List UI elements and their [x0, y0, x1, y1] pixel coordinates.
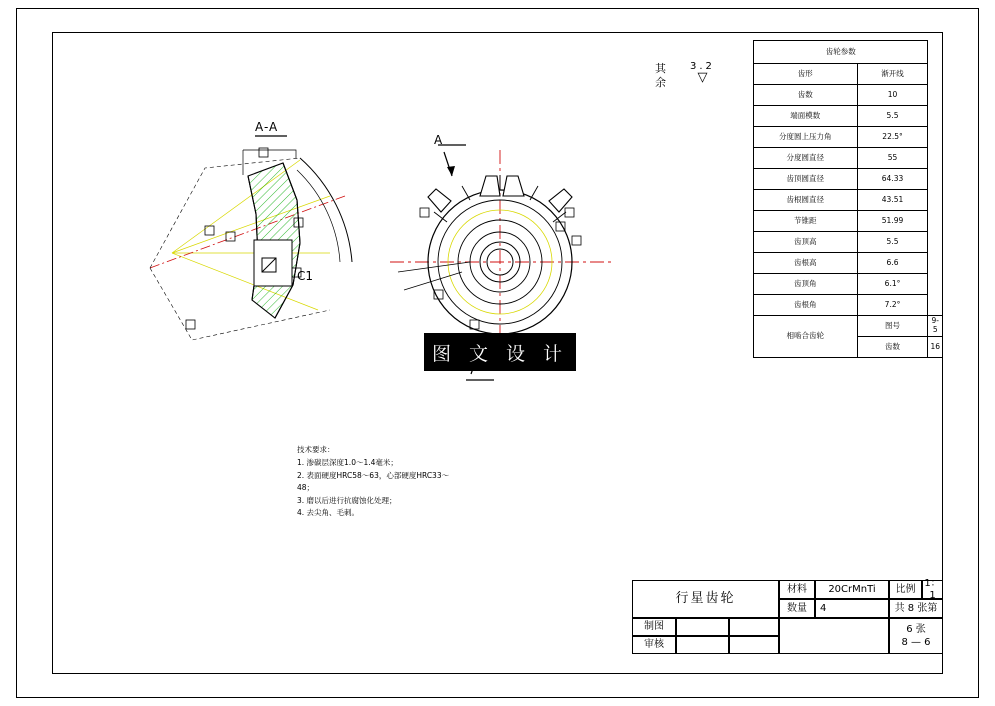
- table-row: 齿顶角 6.1°: [754, 274, 943, 295]
- table-row: 齿形 渐开线: [754, 64, 943, 85]
- material-value: 20CrMnTi: [815, 580, 889, 599]
- sheet-count: 共 8 张第: [889, 599, 943, 618]
- table-row: 齿根圆直径 43.51: [754, 190, 943, 211]
- section-view-aa: [150, 136, 352, 340]
- param-table-title: 齿轮参数: [754, 41, 928, 64]
- table-row-mate: 相啮合齿轮 图号 9-5: [754, 316, 943, 337]
- tech-item: 1. 渗碳层深度1.0～1.4毫米；: [297, 458, 398, 468]
- section-arrow-label-a: A: [434, 133, 443, 147]
- table-row: 分度圆上压力角 22.5°: [754, 127, 943, 148]
- page-number: [889, 618, 943, 654]
- quantity-label: 数量: [779, 599, 815, 618]
- table-row: 节锥距 51.99: [754, 211, 943, 232]
- roughness-note-line1: 其: [655, 62, 666, 75]
- table-row: 齿数 10: [754, 85, 943, 106]
- drawn-by-date: [729, 618, 779, 636]
- part-name: 行星齿轮: [632, 580, 779, 618]
- tech-item: 4. 去尖角、毛刺。: [297, 507, 360, 517]
- table-row: 齿根高 6.6: [754, 253, 943, 274]
- tech-heading: 技术要求：: [297, 445, 335, 454]
- table-row: 齿顶高 5.5: [754, 232, 943, 253]
- title-block: [632, 580, 943, 654]
- checked-date: [729, 636, 779, 654]
- checked-value: [676, 636, 729, 654]
- roughness-note: [655, 62, 666, 90]
- table-row: 分度圆直径 55: [754, 148, 943, 169]
- chamfer-label-c1: C1: [297, 269, 314, 283]
- table-row-mate: 齿数 16: [754, 337, 943, 358]
- page-number-line1: 6 张: [906, 624, 926, 635]
- scale-label: 比例: [889, 580, 922, 599]
- title-block-blank-cell: [779, 618, 889, 654]
- section-label-aa: A-A: [255, 120, 279, 134]
- drawn-by-value: [676, 618, 729, 636]
- quantity-value: 4: [815, 599, 889, 618]
- mate-gear-label: 相啮合齿轮: [754, 316, 858, 358]
- table-row: 齿顶圆直径 64.33: [754, 169, 943, 190]
- gear-parameter-table: [753, 40, 943, 358]
- watermark: 图 文 设 计: [424, 333, 576, 371]
- scale-value: 1：1: [922, 580, 943, 599]
- tech-item: 3. 磨以后进行抗腐蚀化处理；: [297, 495, 397, 505]
- roughness-value: 3.2: [690, 61, 715, 72]
- table-row: 齿根角 7.2°: [754, 295, 943, 316]
- material-label: 材料: [779, 580, 815, 599]
- technical-requirements: [297, 444, 457, 519]
- page-number-line2: 8 — 6: [901, 637, 931, 648]
- roughness-note-line2: 余: [655, 75, 666, 89]
- roughness-symbol: [690, 62, 715, 83]
- drawn-by-label: 制图: [632, 618, 676, 636]
- roughness-triangle-icon: ▽: [697, 69, 708, 85]
- checked-label: 审核: [632, 636, 676, 654]
- tech-item: 2. 表面硬度HRC58～63，心部硬度HRC33～48；: [297, 470, 450, 493]
- table-row: 端面模数 5.5: [754, 106, 943, 127]
